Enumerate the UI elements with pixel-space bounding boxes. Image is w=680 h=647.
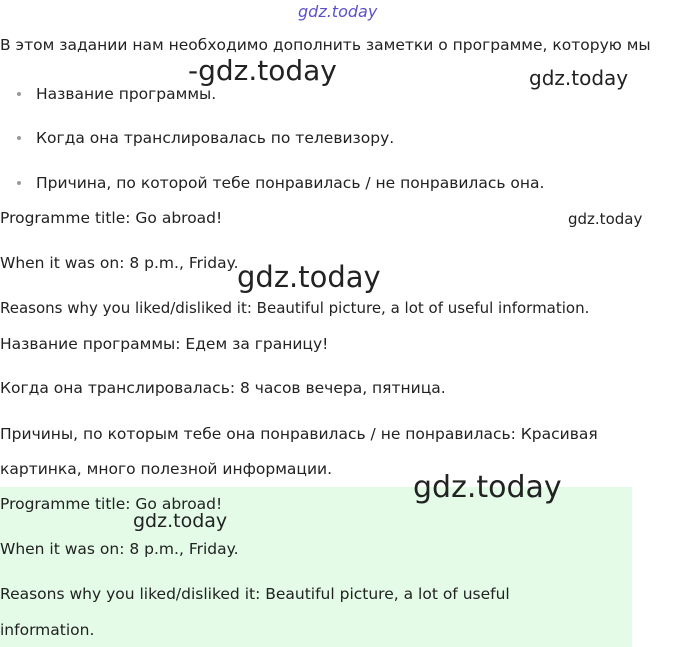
watermark: gdz.today xyxy=(237,260,381,294)
russian-title-line: Название программы: Едем за границу! xyxy=(0,335,329,353)
answer-reasons-line-1: Reasons why you liked/disliked it: Beautiful picture, a lot of useful xyxy=(0,585,510,603)
answer-reasons-line-2: information. xyxy=(0,621,95,639)
watermark: -gdz.today xyxy=(188,54,337,87)
list-item-text: Причина, по которой тебе понравилась / не понравилась она. xyxy=(36,174,545,192)
list-item-text: Название программы. xyxy=(36,85,217,103)
bullet-icon xyxy=(17,92,21,96)
bullet-icon xyxy=(17,136,21,140)
russian-reasons-line-1: Причины, по которым тебе она понравилась / не понравилась: Красивая xyxy=(0,425,598,443)
russian-when-line: Когда она транслировалась: 8 часов вечера, пятница. xyxy=(0,379,446,397)
english-reasons-line: Reasons why you liked/disliked it: Beautiful picture, a lot of useful information. xyxy=(0,299,590,317)
watermark: gdz.today xyxy=(568,210,643,228)
english-when-line: When it was on: 8 p.m., Friday. xyxy=(0,254,239,272)
watermark: gdz.today xyxy=(529,66,629,90)
english-title-line: Programme title: Go abroad! xyxy=(0,209,223,227)
answer-title-line: Programme title: Go abroad! xyxy=(0,495,223,513)
bullet-icon xyxy=(17,181,21,185)
watermark: gdz.today xyxy=(133,510,228,532)
intro-text: В этом задании нам необходимо дополнить заметки о программе, которую мы xyxy=(0,36,651,54)
watermark-top: gdz.today xyxy=(298,2,378,21)
russian-reasons-line-2: картинка, много полезной информации. xyxy=(0,460,333,478)
list-item-text: Когда она транслировалась по телевизору. xyxy=(36,129,395,147)
answer-when-line: When it was on: 8 p.m., Friday. xyxy=(0,540,239,558)
watermark: gdz.today xyxy=(413,470,562,505)
